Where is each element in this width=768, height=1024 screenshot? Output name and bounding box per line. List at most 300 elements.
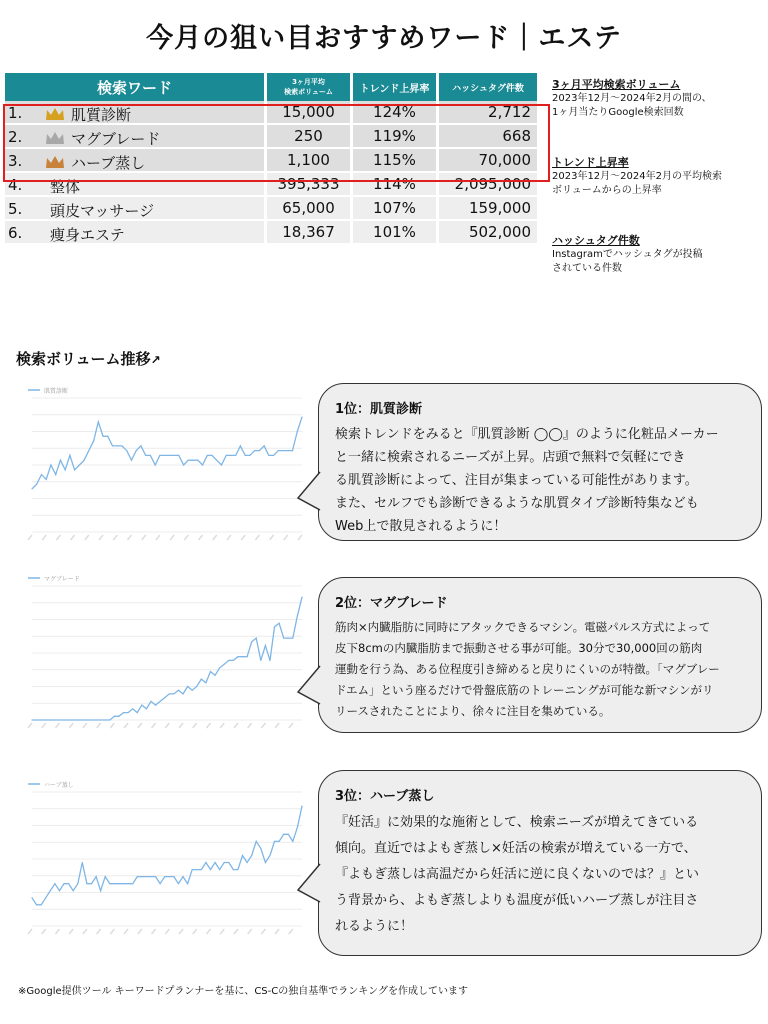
x-tick bbox=[124, 723, 128, 728]
data-point bbox=[288, 638, 289, 639]
x-tick bbox=[179, 723, 183, 728]
x-tick bbox=[127, 535, 131, 540]
data-point bbox=[41, 474, 42, 475]
data-point bbox=[86, 883, 87, 884]
bubble-tail bbox=[296, 862, 322, 906]
data-point bbox=[118, 883, 119, 884]
comment-bubble-3 bbox=[318, 770, 762, 956]
data-point bbox=[187, 883, 188, 884]
data-point bbox=[297, 615, 298, 616]
x-tick bbox=[28, 535, 32, 540]
note-title: 3ヶ月平均検索ボリューム bbox=[552, 78, 681, 91]
hashtag-cell: 2,095,000 bbox=[439, 173, 537, 197]
x-tick bbox=[289, 723, 293, 728]
note-text: されている件数 bbox=[552, 263, 622, 274]
note-title: トレンド上昇率 bbox=[552, 156, 629, 169]
data-point bbox=[283, 638, 284, 639]
series-line bbox=[32, 806, 302, 905]
keyword: マグブレード bbox=[71, 130, 161, 148]
data-point bbox=[219, 667, 220, 668]
x-tick bbox=[220, 723, 224, 728]
data-point bbox=[160, 883, 161, 884]
x-tick bbox=[199, 535, 203, 540]
page-title: 今月の狙い目おすすめワード｜エステ bbox=[146, 23, 622, 54]
data-point bbox=[242, 656, 243, 657]
x-tick bbox=[193, 929, 197, 934]
note-text: 2023年12月～2024年2月の平均検索 bbox=[552, 171, 722, 182]
x-tick bbox=[165, 723, 169, 728]
data-point bbox=[265, 862, 266, 863]
data-point bbox=[254, 450, 255, 451]
data-point bbox=[178, 455, 179, 456]
data-point bbox=[150, 701, 151, 702]
volume-cell: 250 bbox=[267, 125, 353, 149]
data-point bbox=[82, 862, 83, 863]
data-point bbox=[41, 719, 42, 720]
data-point bbox=[132, 708, 133, 709]
x-tick bbox=[261, 929, 265, 934]
x-tick bbox=[97, 929, 101, 934]
data-point bbox=[136, 450, 137, 451]
x-tick bbox=[69, 723, 73, 728]
x-tick bbox=[275, 929, 279, 934]
data-point bbox=[60, 460, 61, 461]
data-point bbox=[164, 455, 165, 456]
trend-cell: 107% bbox=[353, 197, 439, 221]
data-point bbox=[287, 450, 288, 451]
data-point bbox=[269, 660, 270, 661]
note-hashtag bbox=[552, 234, 764, 276]
bubble-line: 運動を行う為、ある位程度引き締めると戻りにくいのが特徴。「マグブレー bbox=[335, 662, 720, 676]
data-point bbox=[128, 883, 129, 884]
x-tick bbox=[55, 723, 59, 728]
bubble-line: と一緒に検索されるニーズが上昇。店頭で無料で気軽にでき bbox=[335, 450, 686, 465]
data-point bbox=[251, 641, 252, 642]
data-point bbox=[228, 660, 229, 661]
data-point bbox=[46, 479, 47, 480]
table-row bbox=[5, 221, 537, 245]
data-point bbox=[146, 876, 147, 877]
data-point bbox=[91, 719, 92, 720]
data-point bbox=[82, 719, 83, 720]
x-tick bbox=[99, 535, 103, 540]
x-tick bbox=[28, 929, 32, 934]
data-point bbox=[31, 488, 32, 489]
volume-cell: 18,367 bbox=[267, 221, 353, 245]
note-text: Instagramでハッシュタグが投稿 bbox=[552, 249, 703, 260]
data-point bbox=[173, 693, 174, 694]
data-point bbox=[155, 464, 156, 465]
rank-number: 4. bbox=[8, 176, 23, 194]
data-point bbox=[274, 841, 275, 842]
data-point bbox=[141, 705, 142, 706]
section-title-text: 検索ボリューム推移 bbox=[16, 350, 151, 368]
data-point bbox=[105, 876, 106, 877]
data-point bbox=[63, 883, 64, 884]
data-point bbox=[196, 686, 197, 687]
data-point bbox=[169, 455, 170, 456]
data-point bbox=[164, 697, 165, 698]
table-header-row bbox=[5, 73, 537, 101]
data-point bbox=[50, 719, 51, 720]
data-point bbox=[246, 862, 247, 863]
data-point bbox=[74, 469, 75, 470]
data-point bbox=[292, 638, 293, 639]
top3-highlight-box bbox=[3, 104, 550, 182]
chart-hada-shindan bbox=[10, 382, 310, 554]
data-point bbox=[205, 862, 206, 863]
bubble-line: リースされたことにより、徐々に注目を集めている。 bbox=[335, 704, 611, 718]
data-point bbox=[45, 719, 46, 720]
data-point bbox=[219, 869, 220, 870]
x-tick bbox=[248, 723, 252, 728]
data-point bbox=[187, 686, 188, 687]
rank-number: 5. bbox=[8, 200, 23, 218]
x-tick bbox=[234, 929, 238, 934]
data-point bbox=[164, 876, 165, 877]
series-line bbox=[32, 597, 302, 720]
data-point bbox=[140, 445, 141, 446]
x-tick bbox=[85, 535, 89, 540]
data-point bbox=[226, 455, 227, 456]
bubble-line: 検索トレンドをみると『肌質診断 ◯◯』のように化粧品メーカー bbox=[335, 427, 719, 442]
comment-bubble-2 bbox=[318, 577, 762, 733]
data-point bbox=[182, 693, 183, 694]
x-tick bbox=[170, 535, 174, 540]
data-point bbox=[109, 719, 110, 720]
table-row bbox=[5, 197, 537, 221]
x-tick bbox=[83, 723, 87, 728]
keyword: 頭皮マッサージ bbox=[50, 202, 155, 220]
data-point bbox=[274, 626, 275, 627]
hashtag-cell: 502,000 bbox=[439, 221, 537, 245]
data-point bbox=[237, 656, 238, 657]
header-volume-line1: 3ヶ月平均 bbox=[292, 78, 325, 86]
data-point bbox=[126, 450, 127, 451]
data-point bbox=[210, 671, 211, 672]
data-point bbox=[301, 806, 302, 807]
data-point bbox=[240, 445, 241, 446]
data-point bbox=[279, 623, 280, 624]
bubble-line: 傾向。直近ではよもぎ蒸し×妊活の検索が増えている一方で、 bbox=[335, 841, 697, 856]
bubble-text bbox=[335, 423, 745, 538]
data-point bbox=[221, 464, 222, 465]
x-tick bbox=[206, 929, 210, 934]
chart-herb-steam bbox=[10, 776, 310, 948]
data-point bbox=[128, 712, 129, 713]
data-point bbox=[188, 460, 189, 461]
data-point bbox=[205, 682, 206, 683]
bubble-title: 1位：肌質診断 bbox=[335, 402, 423, 417]
data-point bbox=[123, 712, 124, 713]
data-point bbox=[95, 719, 96, 720]
data-point bbox=[155, 705, 156, 706]
x-tick bbox=[184, 535, 188, 540]
data-point bbox=[105, 719, 106, 720]
header-volume-line2: 検索ボリューム bbox=[284, 88, 333, 96]
data-point bbox=[269, 855, 270, 856]
data-point bbox=[251, 855, 252, 856]
data-point bbox=[98, 421, 99, 422]
bubble-line: 筋肉×内臓脂肪に同時にアタックできるマシン。電磁パルス方式によって bbox=[335, 620, 711, 634]
data-point bbox=[268, 455, 269, 456]
bubble-line: 皮下8cmの内臓脂肪まで振動させる事が可能。30分で30,000回の筋肉 bbox=[335, 641, 703, 655]
data-point bbox=[41, 904, 42, 905]
data-point bbox=[68, 719, 69, 720]
data-point bbox=[264, 445, 265, 446]
data-point bbox=[235, 455, 236, 456]
data-point bbox=[155, 876, 156, 877]
data-point bbox=[214, 862, 215, 863]
x-tick bbox=[255, 535, 259, 540]
note-volume bbox=[552, 78, 764, 120]
x-tick bbox=[110, 723, 114, 728]
data-point bbox=[31, 719, 32, 720]
data-point bbox=[68, 883, 69, 884]
x-tick bbox=[261, 723, 265, 728]
x-tick bbox=[42, 723, 46, 728]
data-point bbox=[183, 464, 184, 465]
data-point bbox=[159, 455, 160, 456]
data-point bbox=[178, 883, 179, 884]
bubble-title: 2位：マグブレード bbox=[335, 596, 448, 611]
data-point bbox=[114, 883, 115, 884]
data-point bbox=[123, 883, 124, 884]
data-point bbox=[36, 484, 37, 485]
data-point bbox=[273, 455, 274, 456]
data-point bbox=[65, 469, 66, 470]
bubble-tail bbox=[296, 470, 322, 514]
data-point bbox=[301, 417, 302, 418]
x-tick bbox=[270, 535, 274, 540]
data-point bbox=[211, 455, 212, 456]
data-point bbox=[114, 716, 115, 717]
header-hashtag-count: ハッシュタグ件数 bbox=[439, 73, 537, 101]
data-point bbox=[233, 660, 234, 661]
data-point bbox=[228, 862, 229, 863]
data-point bbox=[283, 834, 284, 835]
volume-cell: 1,100 bbox=[267, 149, 353, 173]
bubble-line: 『よもぎ蒸しは高温だから妊活に逆に良くないのでは？』とい bbox=[335, 867, 700, 882]
data-point bbox=[169, 693, 170, 694]
data-point bbox=[259, 450, 260, 451]
volume-cell: 15,000 bbox=[267, 101, 353, 125]
series-line bbox=[32, 417, 302, 489]
data-point bbox=[109, 883, 110, 884]
x-tick bbox=[56, 535, 60, 540]
data-point bbox=[246, 656, 247, 657]
bubble-line: れるように！ bbox=[335, 919, 414, 934]
data-point bbox=[224, 862, 225, 863]
hashtag-cell: 668 bbox=[439, 125, 537, 149]
data-point bbox=[292, 450, 293, 451]
x-tick bbox=[241, 535, 245, 540]
x-tick bbox=[220, 929, 224, 934]
data-point bbox=[265, 645, 266, 646]
data-point bbox=[55, 474, 56, 475]
data-point bbox=[214, 675, 215, 676]
data-point bbox=[54, 883, 55, 884]
data-point bbox=[207, 455, 208, 456]
note-text: 1ヶ月当たりGoogle検索回数 bbox=[552, 107, 684, 118]
x-tick bbox=[113, 535, 117, 540]
volume-cell: 395,333 bbox=[267, 173, 353, 197]
note-text: ボリュームからの上昇率 bbox=[552, 185, 662, 196]
data-point bbox=[141, 876, 142, 877]
data-point bbox=[182, 876, 183, 877]
trend-cell: 124% bbox=[353, 101, 439, 125]
data-point bbox=[178, 690, 179, 691]
x-tick bbox=[110, 929, 114, 934]
bubble-line: ドエム」という座るだけで骨盤底筋のトレーニングが可能な新マシンがリ bbox=[335, 683, 714, 697]
data-point bbox=[192, 869, 193, 870]
note-text: 2023年12月～2024年2月の間の、 bbox=[552, 93, 712, 104]
keyword: 痩身エステ bbox=[50, 226, 125, 244]
data-point bbox=[245, 455, 246, 456]
data-point bbox=[36, 719, 37, 720]
x-tick bbox=[156, 535, 160, 540]
data-point bbox=[297, 827, 298, 828]
data-point bbox=[77, 883, 78, 884]
data-point bbox=[100, 890, 101, 891]
x-tick bbox=[213, 535, 217, 540]
data-point bbox=[146, 708, 147, 709]
data-point bbox=[91, 883, 92, 884]
data-point bbox=[77, 719, 78, 720]
x-tick bbox=[248, 929, 252, 934]
data-point bbox=[137, 876, 138, 877]
data-point bbox=[59, 719, 60, 720]
data-point bbox=[256, 841, 257, 842]
x-tick bbox=[69, 929, 73, 934]
x-tick bbox=[138, 929, 142, 934]
hashtag-cell: 2,712 bbox=[439, 101, 537, 125]
bubble-text bbox=[335, 617, 745, 722]
rank-number: 2. bbox=[8, 128, 23, 146]
x-tick bbox=[234, 723, 238, 728]
data-point bbox=[95, 876, 96, 877]
x-tick bbox=[193, 723, 197, 728]
x-tick bbox=[28, 723, 32, 728]
data-point bbox=[210, 869, 211, 870]
hashtag-cell: 159,000 bbox=[439, 197, 537, 221]
trend-cell: 114% bbox=[353, 173, 439, 197]
data-point bbox=[233, 869, 234, 870]
data-point bbox=[131, 460, 132, 461]
data-point bbox=[132, 883, 133, 884]
data-point bbox=[145, 455, 146, 456]
rank-number: 3. bbox=[8, 152, 23, 170]
bubble-tail bbox=[296, 664, 322, 708]
x-tick bbox=[71, 535, 75, 540]
data-point bbox=[201, 678, 202, 679]
keyword: 肌質診断 bbox=[71, 106, 132, 124]
header-search-volume bbox=[267, 73, 353, 101]
data-point bbox=[84, 460, 85, 461]
bubble-line: また、セルフでも診断できるような肌質タイプ診断特集なども bbox=[335, 496, 699, 511]
data-point bbox=[242, 855, 243, 856]
trend-arrow-icon: ↗ bbox=[150, 353, 161, 367]
x-tick bbox=[165, 929, 169, 934]
trend-cell: 115% bbox=[353, 149, 439, 173]
x-tick bbox=[83, 929, 87, 934]
legend-label: ハーブ蒸し bbox=[44, 782, 74, 789]
data-point bbox=[54, 719, 55, 720]
data-point bbox=[112, 445, 113, 446]
note-trend bbox=[552, 156, 764, 198]
data-point bbox=[118, 716, 119, 717]
data-point bbox=[237, 869, 238, 870]
data-point bbox=[100, 719, 101, 720]
x-tick bbox=[284, 535, 288, 540]
data-point bbox=[107, 436, 108, 437]
x-tick bbox=[55, 929, 59, 934]
data-point bbox=[278, 450, 279, 451]
data-point bbox=[73, 719, 74, 720]
comment-bubble-1 bbox=[318, 383, 762, 541]
x-tick bbox=[152, 723, 156, 728]
data-point bbox=[202, 464, 203, 465]
data-point bbox=[150, 876, 151, 877]
data-point bbox=[249, 455, 250, 456]
data-point bbox=[174, 455, 175, 456]
bubble-line: う背景から、よもぎ蒸しよりも温度が低いハーブ蒸しが注目さ bbox=[335, 893, 699, 908]
x-tick bbox=[124, 929, 128, 934]
data-point bbox=[73, 890, 74, 891]
x-tick bbox=[42, 929, 46, 934]
data-point bbox=[93, 440, 94, 441]
data-point bbox=[102, 436, 103, 437]
x-tick bbox=[152, 929, 156, 934]
hashtag-cell: 70,000 bbox=[439, 149, 537, 173]
data-point bbox=[79, 464, 80, 465]
data-point bbox=[297, 431, 298, 432]
data-point bbox=[288, 834, 289, 835]
data-point bbox=[192, 690, 193, 691]
data-point bbox=[201, 869, 202, 870]
trend-cell: 119% bbox=[353, 125, 439, 149]
data-point bbox=[150, 455, 151, 456]
keyword: 整体 bbox=[50, 178, 81, 196]
bubble-text bbox=[335, 810, 745, 940]
data-point bbox=[117, 445, 118, 446]
data-point bbox=[169, 876, 170, 877]
header-trend-rate: トレンド上昇率 bbox=[353, 73, 439, 101]
data-point bbox=[292, 841, 293, 842]
x-tick bbox=[206, 723, 210, 728]
data-point bbox=[301, 597, 302, 598]
legend-label: 肌質診断 bbox=[44, 388, 69, 395]
data-point bbox=[192, 460, 193, 461]
data-point bbox=[50, 890, 51, 891]
x-tick bbox=[97, 723, 101, 728]
x-tick bbox=[289, 929, 293, 934]
bubble-line: Web上で散見されるように！ bbox=[335, 519, 507, 534]
data-point bbox=[160, 701, 161, 702]
data-point bbox=[137, 712, 138, 713]
data-point bbox=[173, 876, 174, 877]
x-tick bbox=[142, 535, 146, 540]
data-point bbox=[59, 890, 60, 891]
data-point bbox=[216, 460, 217, 461]
x-tick bbox=[275, 723, 279, 728]
bubble-line: る肌質診断によって、注目が集まっている可能性があります。 bbox=[335, 473, 698, 488]
rank-number: 1. bbox=[8, 104, 23, 122]
rank-number: 6. bbox=[8, 224, 23, 242]
data-point bbox=[260, 660, 261, 661]
volume-cell: 65,000 bbox=[267, 197, 353, 221]
note-title: ハッシュタグ件数 bbox=[552, 234, 640, 247]
